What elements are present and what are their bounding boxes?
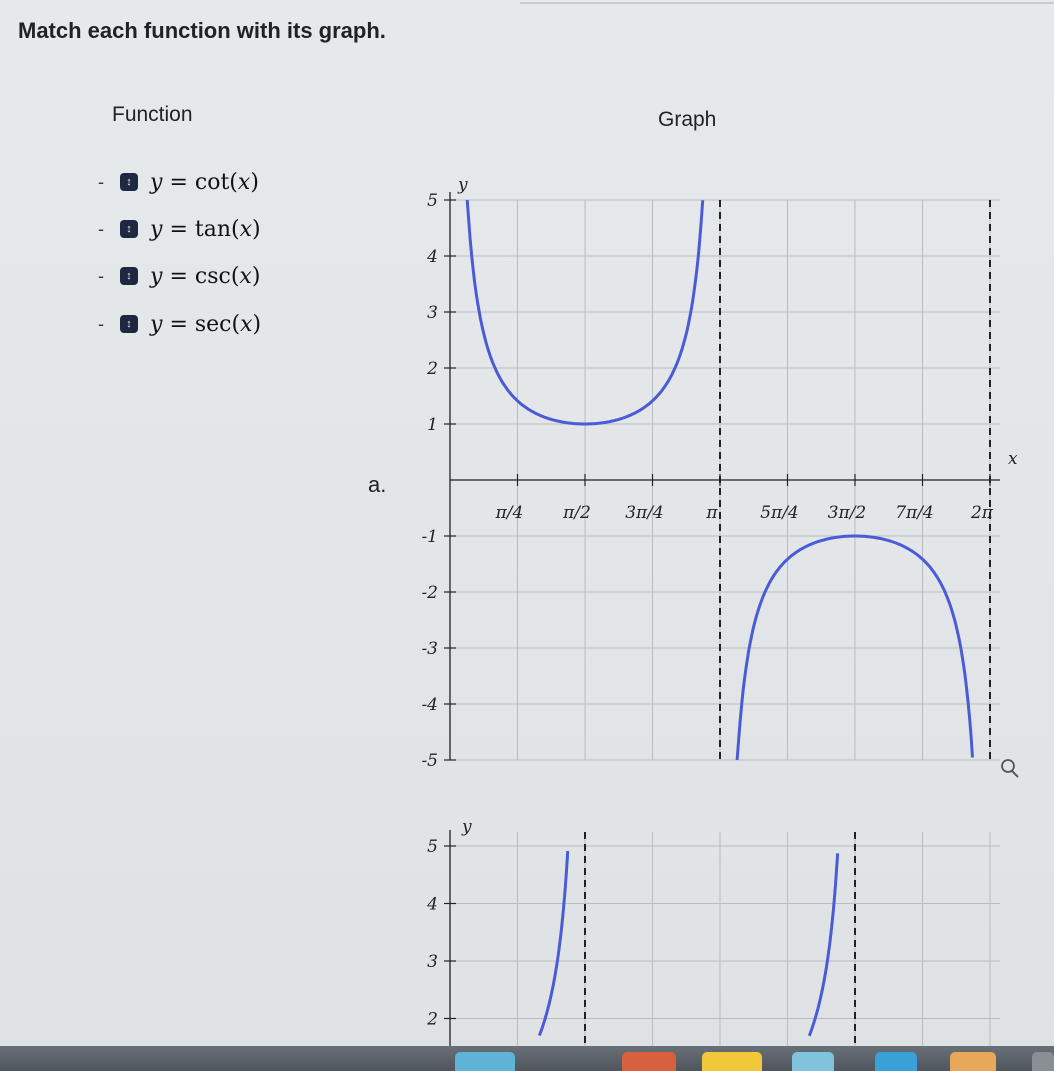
function-row-sec bbox=[92, 309, 261, 339]
y-tick-label: 3 bbox=[427, 952, 438, 972]
y-tick-label: 5 bbox=[427, 837, 438, 857]
function-row-tan bbox=[92, 214, 261, 244]
y-axis-label: y bbox=[458, 175, 468, 195]
y-tick-label: 1 bbox=[427, 415, 438, 435]
x-tick-label: π/4 bbox=[495, 503, 524, 523]
y-tick-label: -1 bbox=[421, 527, 438, 547]
y-tick-label: -4 bbox=[421, 695, 438, 715]
chevron-up-down-icon[interactable]: ↕ bbox=[120, 315, 138, 333]
function-formula: y = sec(x) bbox=[150, 311, 262, 337]
dock-app-6[interactable] bbox=[950, 1052, 996, 1071]
graph-a bbox=[400, 165, 1040, 805]
dock-app-7[interactable] bbox=[1032, 1052, 1054, 1071]
function-row-cot bbox=[92, 167, 259, 197]
dock-app-1[interactable] bbox=[455, 1052, 515, 1071]
function-row-csc bbox=[92, 261, 260, 291]
chevron-up-down-icon[interactable]: ↕ bbox=[120, 267, 138, 285]
graph-b bbox=[400, 812, 1040, 1046]
x-tick-label: 7π/4 bbox=[895, 503, 934, 523]
answer-select[interactable]: - bbox=[98, 171, 104, 192]
dock-app-5[interactable] bbox=[875, 1052, 917, 1071]
function-formula: y = tan(x) bbox=[150, 216, 261, 242]
graph-column-header: Graph bbox=[658, 108, 717, 131]
x-tick-label: 3π/2 bbox=[827, 503, 867, 523]
x-tick-label: π/2 bbox=[563, 503, 591, 523]
x-tick-label: 5π/4 bbox=[760, 503, 799, 523]
x-tick-label: 3π/4 bbox=[625, 503, 664, 523]
y-tick-label: -5 bbox=[421, 751, 438, 771]
zoom-icon-lens bbox=[1002, 760, 1014, 772]
chevron-up-down-icon[interactable]: ↕ bbox=[120, 220, 138, 238]
y-tick-label: 4 bbox=[427, 247, 438, 267]
zoom-icon[interactable] bbox=[1002, 760, 1018, 777]
y-tick-label: 4 bbox=[427, 894, 438, 915]
y-tick-label: 2 bbox=[427, 359, 438, 379]
chevron-up-down-icon[interactable]: ↕ bbox=[120, 173, 138, 191]
x-axis-label: x bbox=[1008, 449, 1018, 469]
dock-app-3[interactable] bbox=[702, 1052, 762, 1071]
divider bbox=[520, 2, 1054, 4]
y-tick-label: 3 bbox=[427, 303, 438, 323]
y-tick-label: -3 bbox=[421, 639, 438, 659]
y-axis-label: y bbox=[462, 817, 472, 837]
zoom-icon-handle bbox=[1012, 771, 1018, 777]
function-column-header: Function bbox=[112, 103, 193, 126]
answer-select[interactable]: - bbox=[98, 313, 104, 334]
function-formula: y = cot(x) bbox=[150, 169, 259, 195]
graph-a-label: a. bbox=[368, 472, 387, 497]
dock-app-4[interactable] bbox=[792, 1052, 834, 1071]
curve-branch-2 bbox=[809, 853, 837, 1036]
dock-bar bbox=[0, 1046, 1054, 1071]
y-tick-label: 2 bbox=[427, 1009, 438, 1030]
dock-app-2[interactable] bbox=[622, 1052, 676, 1071]
question-prompt: Match each function with its graph. bbox=[18, 18, 386, 43]
x-tick-label: π bbox=[706, 503, 718, 523]
answer-select[interactable]: - bbox=[98, 265, 104, 286]
y-tick-label: 5 bbox=[427, 191, 438, 211]
function-formula: y = csc(x) bbox=[150, 263, 261, 289]
answer-select[interactable]: - bbox=[98, 218, 104, 239]
x-tick-label: 2π bbox=[970, 503, 993, 523]
curve-branch-1 bbox=[539, 851, 567, 1036]
y-tick-label: -2 bbox=[421, 583, 438, 603]
